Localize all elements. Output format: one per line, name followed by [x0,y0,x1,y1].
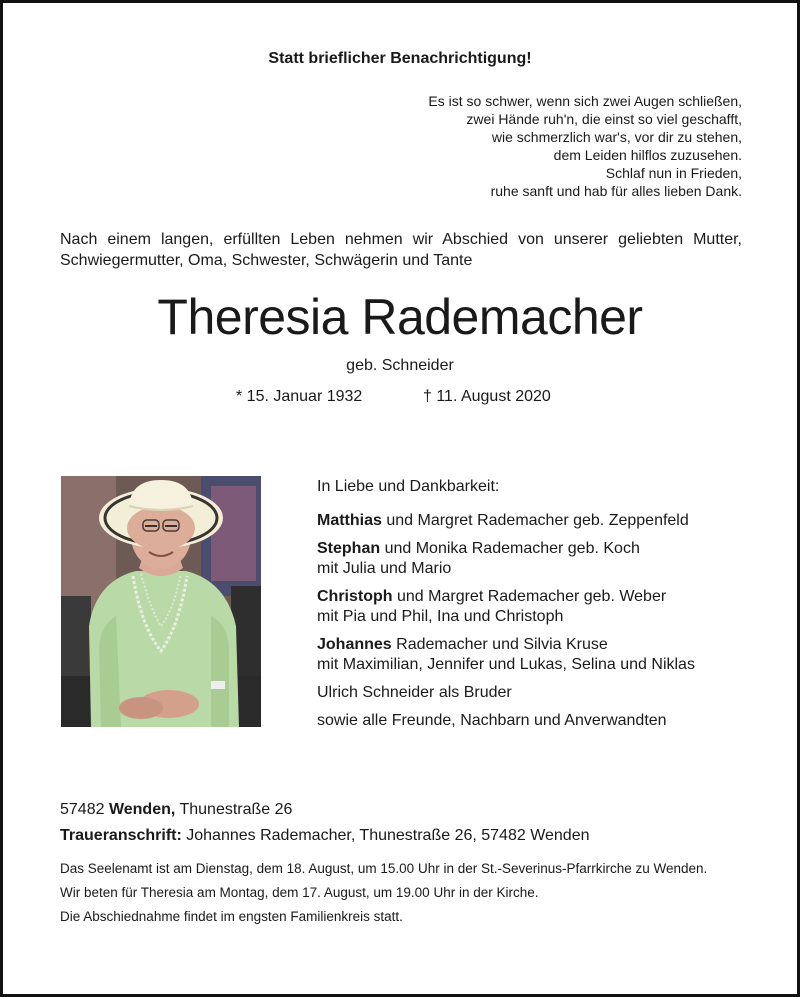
mourning-address-line [60,823,590,849]
poem-line: dem Leiden hilflos zuzusehen. [553,147,742,163]
mourners-lead: In Liebe und Dankbarkeit: [317,478,500,495]
deceased-name: Theresia Rademacher [157,289,643,345]
mourner-children: mit Julia und Mario [317,560,452,577]
mourner-group [317,635,695,675]
poem-line: wie schmerzlich war's, vor dir zu stehen, [491,129,742,145]
mourner-group [317,539,695,579]
heading: Statt brieflicher Benachrichtigung! [268,50,532,67]
mourner-first-name: Johannes [317,636,392,653]
mourner-group [317,587,695,627]
mourning-address-value: Johannes Rademacher, Thunestraße 26, 57482 Wenden [181,827,590,844]
maiden-name: geb. Schneider [346,357,454,374]
mourner-rest: Rademacher und Silvia Kruse [391,636,608,653]
residence-line [60,797,590,823]
mourner-first-name: Matthias [317,512,382,529]
service-notes [60,860,750,932]
address-block [60,797,590,849]
mourner-group [317,511,695,531]
poem-line: zwei Hände ruh'n, die einst so viel geschafft, [466,111,742,127]
portrait-photo [61,476,261,727]
mourner-children: mit Maximilian, Jennifer und Lukas, Selina und Niklas [317,656,695,673]
poem-line: ruhe sanft und hab für alles lieben Dank. [490,183,742,199]
mourners-list [317,477,695,739]
mourner-brother: Ulrich Schneider als Bruder [317,684,512,701]
street: Thunestraße 26 [175,801,293,818]
mourner-rest: und Monika Rademacher geb. Koch [380,540,640,557]
farewell-note: Die Abschiednahme findet im engsten Familienkreis statt. [60,909,403,924]
intro-text: Nach einem langen, erfüllten Leben nehmen wir Abschied von unserer geliebten Mutter, Schwiegermutter, Oma, Schwester, Schwägerin und Tante [60,231,742,269]
postcode: 57482 [60,801,109,818]
mourning-address-label: Traueranschrift: [60,827,182,844]
poem [428,92,742,200]
poem-line: Schlaf nun in Frieden, [605,165,742,181]
prayer-note: Wir beten für Theresia am Montag, dem 17. August, um 19.00 Uhr in der Kirche. [60,885,539,900]
mourner-first-name: Christoph [317,588,393,605]
mourner-children: mit Pia und Phil, Ina und Christoph [317,608,564,625]
mourner-rest: und Margret Rademacher geb. Weber [392,588,667,605]
birth-date: * 15. Januar 1932 [236,388,363,405]
mourner-rest: und Margret Rademacher geb. Zeppenfeld [381,512,689,529]
town: Wenden, [108,801,176,818]
requiem-note: Das Seelenamt ist am Dienstag, dem 18. August, um 15.00 Uhr in der St.-Severinus-Pfarrkirche zu Wenden. [60,861,708,876]
poem-line: Es ist so schwer, wenn sich zwei Augen schließen, [428,93,742,109]
mourner-first-name: Stephan [317,540,381,557]
mourner-others: sowie alle Freunde, Nachbarn und Anverwandten [317,712,667,729]
death-date: † 11. August 2020 [423,388,551,405]
